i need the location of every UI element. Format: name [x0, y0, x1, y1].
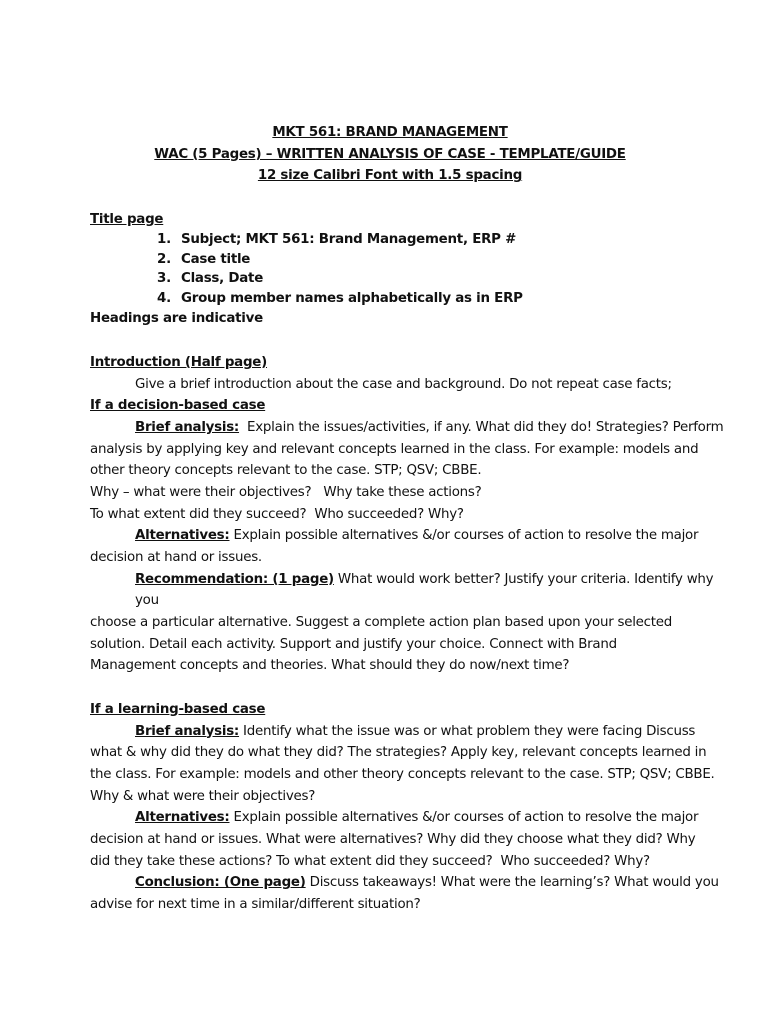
paragraph-line: decision at hand or issues. — [90, 550, 262, 565]
list-item: 3. Class, Date — [157, 271, 264, 287]
paragraph-line: Why – what were their objectives? Why take these actions? — [90, 484, 482, 500]
headings-note: Headings are indicative — [90, 311, 263, 327]
learning-conclusion: Conclusion: (One page) Discuss takeaways! What were the learning’s? What would you — [135, 875, 719, 891]
doc-font-note: 12 size Calibri Font with 1.5 spacing — [257, 168, 523, 184]
paragraph-line: Management concepts and theories. What should they do now/next time? — [90, 658, 570, 674]
decision-brief-analysis: Brief analysis: Explain the issues/activities, if any. What did they do! Strategies? Perform — [135, 419, 724, 435]
paragraph-line: advise for next time in a similar/different situation? — [90, 897, 421, 912]
list-item: 2. Case title — [157, 251, 251, 267]
paragraph-line: analysis by applying key and relevant concepts learned in the class. For example: models and — [90, 441, 699, 457]
list-item: 1. Subject; MKT 561: Brand Management, ERP # — [157, 232, 517, 248]
paragraph-line: choose a particular alternative. Suggest a complete action plan based upon your selected — [90, 615, 673, 631]
spacer — [90, 677, 690, 699]
title-page-list — [90, 230, 690, 308]
doc-subtitle: WAC (5 Pages) – WRITTEN ANALYSIS OF CASE - TEMPLATE/GUIDE — [154, 146, 626, 162]
paragraph-line: you — [135, 593, 159, 609]
learning-brief-analysis: Brief analysis: Identify what the issue was or what problem they were facing Discuss — [135, 723, 696, 739]
paragraph-line: what & why did they do what they did? The strategies? Apply key, relevant concepts learned in — [90, 745, 707, 761]
paragraph-line: the class. For example: models and other theory concepts relevant to the case. STP; QSV; CBBE. — [90, 766, 715, 782]
learning-case-heading: If a learning-based case — [90, 701, 266, 717]
paragraph-line: Why & what were their objectives? — [90, 788, 316, 804]
decision-recommendation: Recommendation: (1 page) What would work better? Justify your criteria. Identify why — [135, 571, 714, 587]
title-page-heading: Title page — [90, 211, 164, 227]
doc-title: MKT 561: BRAND MANAGEMENT — [272, 125, 508, 140]
paragraph-line: other theory concepts relevant to the case. STP; QSV; CBBE. — [90, 463, 482, 479]
decision-alternatives: Alternatives: Explain possible alternatives &/or courses of action to resolve the major — [135, 528, 699, 544]
paragraph-line: To what extent did they succeed? Who succeeded? Why? — [90, 506, 464, 522]
spacer — [90, 330, 690, 352]
spacer — [90, 187, 690, 209]
paragraph-line: decision at hand or issues. What were alternatives? Why did they choose what they did? Why — [90, 831, 696, 847]
introduction-heading: Introduction (Half page) — [90, 354, 268, 370]
list-item: 4. Group member names alphabetically as in ERP — [157, 290, 523, 306]
decision-case-heading: If a decision-based case — [90, 398, 266, 414]
document-body — [90, 122, 724, 916]
learning-alternatives: Alternatives: Explain possible alternatives &/or courses of action to resolve the major — [135, 810, 699, 826]
introduction-text: Give a brief introduction about the case and background. Do not repeat case facts; — [135, 376, 672, 392]
paragraph-line: did they take these actions? To what extent did they succeed? Who succeeded? Why? — [90, 853, 650, 869]
paragraph-line: solution. Detail each activity. Support and justify your choice. Connect with Brand — [90, 636, 617, 652]
